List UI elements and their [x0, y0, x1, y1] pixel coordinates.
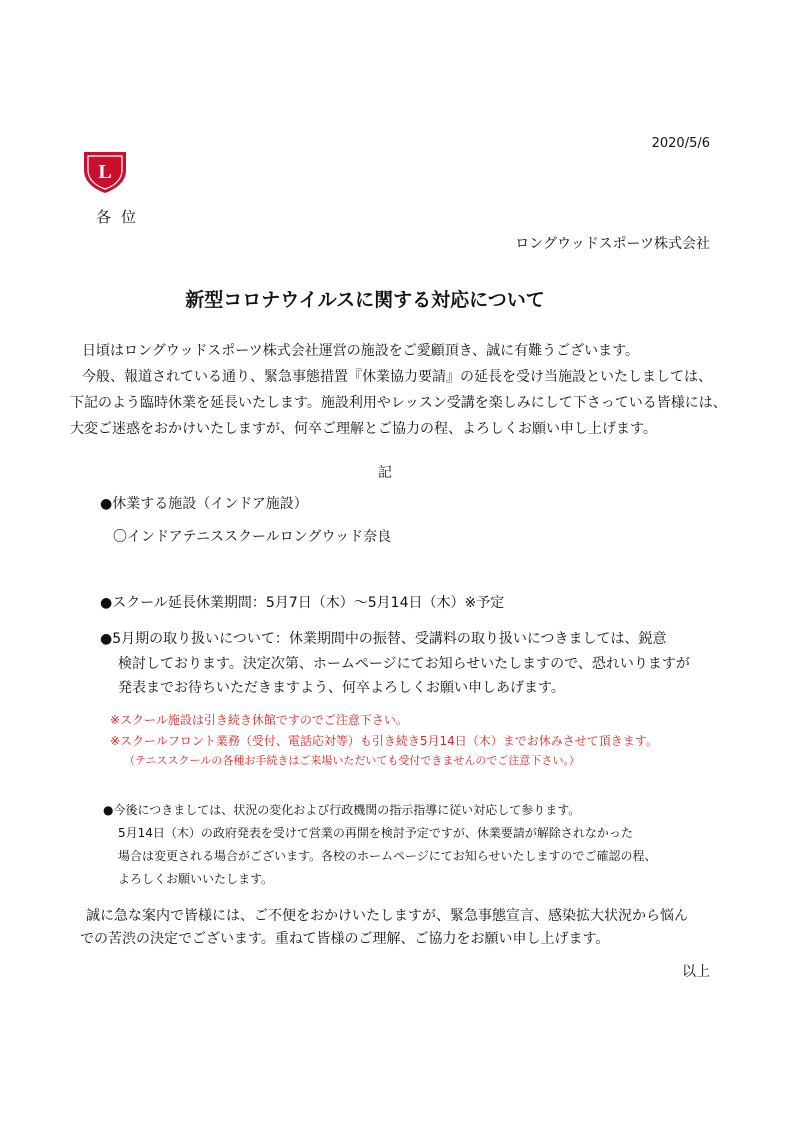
future-line-2: 5月14日（木）の政府発表を受けて営業の再開を検討予定ですが、休業要請が解除されなかった — [118, 826, 633, 840]
future-line-4: よろしくお願いいたします。 — [118, 872, 274, 886]
ijou-closing: 以上 — [682, 964, 710, 980]
closing-line-1: 誠に急な案内で皆様には、ご不便をおかけいたしますが、緊急事態宣言、感染拡大状況から悩ん — [86, 908, 688, 924]
intro-line-3: 下記のよう臨時休業を延長いたします。施設利用やレッスン受講を楽しみにして下さっている皆様には、 — [70, 395, 727, 411]
closed-facility-heading: ●休業する施設（インドア施設） — [100, 496, 308, 512]
company-logo — [80, 148, 130, 194]
intro-line-2: 今般、報道されている通り、緊急事態措置『休業協力要請』の延長を受け当施設といたしましては、 — [82, 369, 712, 385]
may-handling-line-1: ●5月期の取り扱いについて：休業期間中の振替、受講料の取り扱いにつきましては、鋭意 — [100, 631, 667, 647]
shield-icon — [80, 148, 130, 194]
future-line-3: 場合は変更される場合がございます。各校のホームページにてお知らせいたしますのでご確認の程、 — [118, 849, 657, 863]
notice-line-3: （テニススクールの各種お手続きはご来場いただいても受付できませんのでご注意下さい。） — [124, 754, 580, 767]
notice-line-1: ※スクール施設は引き続き休館ですのでご注意下さい。 — [110, 713, 408, 727]
notice-line-2: ※スクールフロント業務（受付、電話応対等）も引き続き5月14日（木）までお休みさせて頂きます。 — [110, 734, 658, 748]
future-line-1: ●今後につきましては、状況の変化および行政機関の指示指導に従い対応して参ります。 — [103, 803, 581, 817]
closure-period: ●スクール延長休業期間：5月7日（木）～5月14日（木）※予定 — [100, 595, 505, 611]
may-handling-line-2: 検討しております。決定次第、ホームページにてお知らせいたしますので、恐れいりますが — [118, 656, 690, 672]
intro-line-4: 大変ご迷惑をおかけいたしますが、何卒ご理解とご協力の程、よろしくお願い申し上げます。 — [70, 421, 657, 437]
page-title: 新型コロナウイルスに関する対応について — [185, 289, 545, 311]
may-handling-line-3: 発表までお待ちいただきますよう、何卒よろしくお願い申しあげます。 — [118, 680, 565, 696]
closed-facility-item: 〇インドアテニススクールロングウッド奈良 — [113, 529, 392, 545]
ki-heading: 記 — [378, 465, 392, 481]
addressee: 各位 — [96, 208, 147, 226]
intro-line-1: 日頃はロングウッドスポーツ株式会社運営の施設をご愛顧頂き、誠に有難うございます。 — [82, 343, 640, 359]
logo-letter: L — [98, 161, 112, 183]
company-name: ロングウッドスポーツ株式会社 — [515, 236, 710, 252]
document-date: 2020/5/6 — [651, 136, 710, 151]
closing-line-2: での苦渋の決定でございます。重ねて皆様のご理解、ご協力をお願い申し上げます。 — [80, 931, 610, 947]
